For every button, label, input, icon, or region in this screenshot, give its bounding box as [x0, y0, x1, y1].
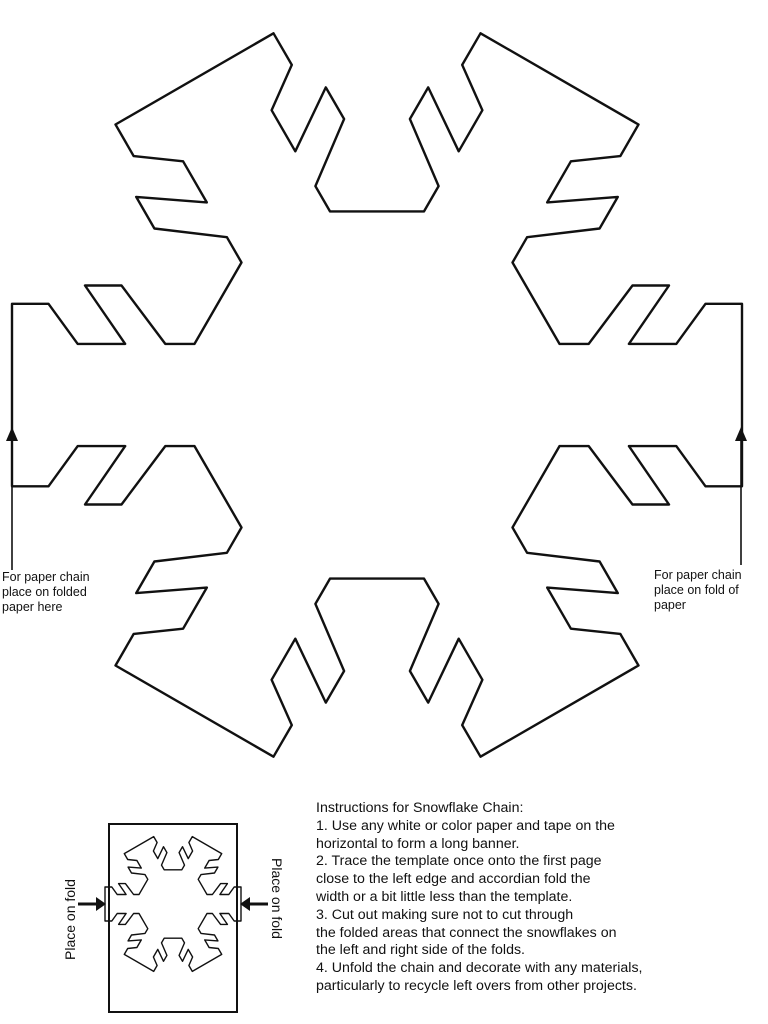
right-note-line: paper	[654, 598, 686, 612]
instruction-line: width or a bit little less than the template.	[316, 888, 573, 905]
instructions-block	[316, 800, 756, 996]
snowflake-outline	[12, 33, 742, 756]
left-note-line: For paper chain	[2, 570, 90, 584]
instruction-line: the folded areas that connect the snowflakes on	[316, 924, 617, 941]
folded-paper-rect	[109, 824, 237, 1012]
instruction-line: close to the left edge and accordian fold the	[316, 871, 591, 888]
instruction-line: particularly to recycle left overs from other projects.	[316, 977, 637, 994]
left-fold-arrow	[0, 425, 24, 570]
right-fold-note	[654, 568, 766, 613]
right-note-line: place on fold of	[654, 583, 739, 597]
instructions-title: Instructions for Snowflake Chain:	[316, 800, 524, 816]
fold-diagram	[74, 820, 274, 1020]
instruction-line: horizontal to form a long banner.	[316, 835, 520, 852]
right-fold-arrow	[729, 425, 753, 565]
instruction-line: 1. Use any white or color paper and tape on the	[316, 817, 615, 834]
instruction-line: 2. Trace the template once onto the first page	[316, 853, 602, 870]
left-note-line: place on folded	[2, 585, 87, 599]
left-fold-note	[2, 570, 122, 615]
instruction-line: 4. Unfold the chain and decorate with any materials,	[316, 960, 643, 977]
fold-label-left: Place on fold	[62, 879, 78, 960]
right-note-line: For paper chain	[654, 568, 742, 582]
left-note-line: paper here	[2, 600, 63, 614]
small-snowflake-outline	[105, 837, 241, 972]
instruction-line: 3. Cut out making sure not to cut through	[316, 906, 574, 923]
fold-label-right: Place on fold	[269, 858, 285, 939]
instruction-line: the left and right side of the folds.	[316, 942, 526, 959]
